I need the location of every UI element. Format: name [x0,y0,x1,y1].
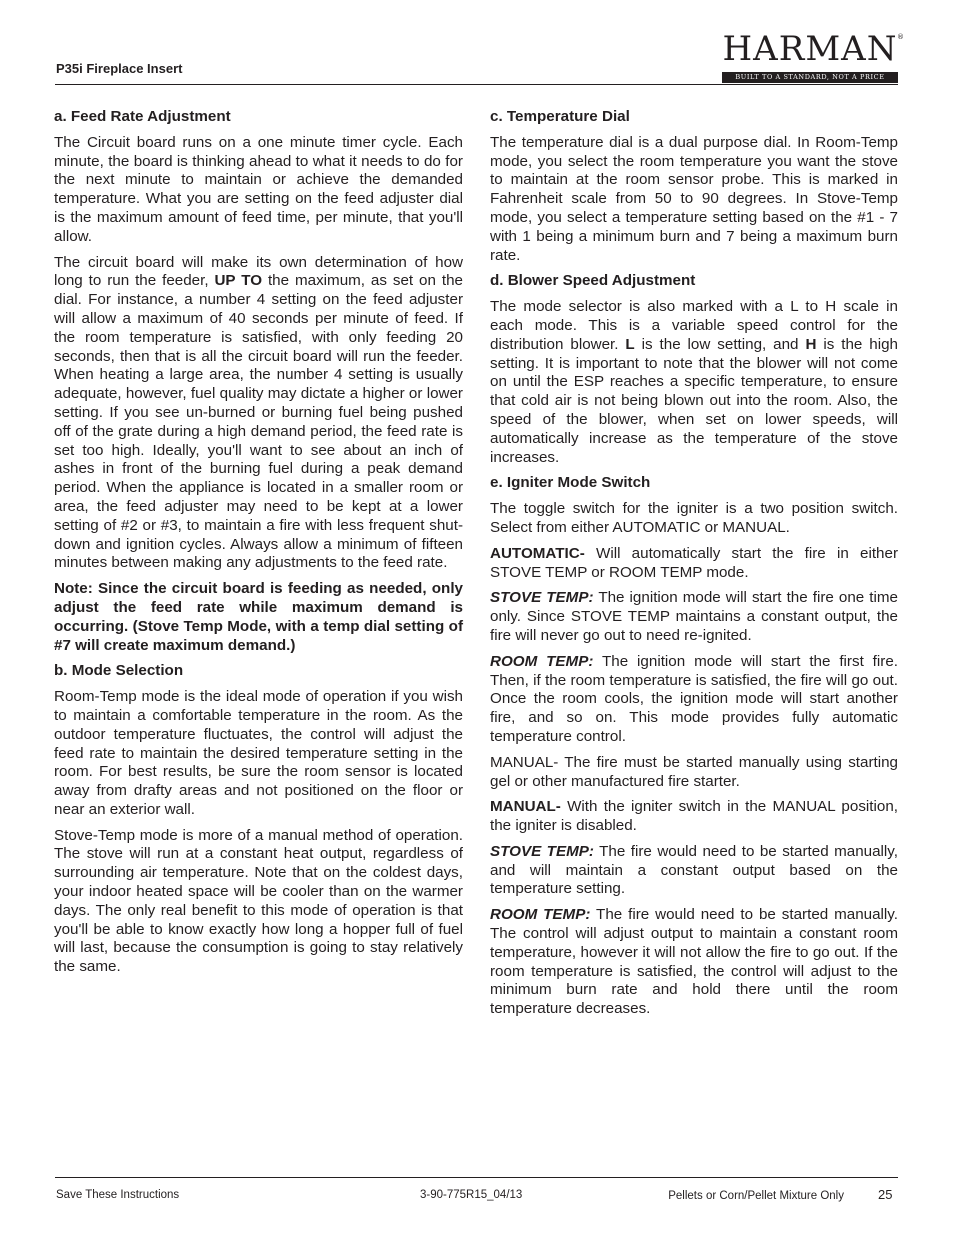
footer-doc-number: 3-90-775R15_04/13 [420,1189,523,1201]
paragraph: The circuit board will make its own determination of how long to run the feeder, UP TO the maximum, as set on the dial. For instance, a number 4 setting on the feed adjuster will allow a maximum of 40 seconds per minute of feed. If the room temperature is satisfied, with only feeding 20 seconds, then that is all the circuit board will run the feeder. When heating a large area, the number 4 setting is usually adequate, however, fuel quality may dictate a higher or lower setting. If you see un-burned or burning fuel being pushed off of the grate during a high demand period, the feed rate is set too high. Ideally, you'll want to see about an inch of ashes in front of the burning fuel during a peak demand period. When the appliance is located in a smaller room or area, the feed adjuster may need to be kept at a lower setting of #2 or #3, to maintain a fire with less frequent shut-down and ignition cycles. Always allow a minimum of fifteen minutes between making any adjustments to the feed rate. [54,253,463,572]
right-column [490,108,898,1026]
page-number: 25 [878,1187,893,1202]
footer-left-text: Save These Instructions [56,1189,180,1201]
paragraph: The mode selector is also marked with a L to H scale in each mode. This is a variable speed control for the distribution blower. L is the low setting, and H is the high setting. It is important to note that the blower will not come on until the ESP reaches a specific temperature, to ensure that cold air is not being blown out into the room. Also, the speed of the blower, when set on lower speeds, will automatically increase as the temperature of the stove increases. [490,298,898,466]
section-heading-igniter-mode: e. Igniter Mode Switch [490,474,651,492]
paragraph: The toggle switch for the igniter is a two position switch. Select from either AUTOMATIC or MANUAL. [490,500,898,536]
footer-divider [55,1177,898,1178]
paragraph: The Circuit board runs on a one minute timer cycle. Each minute, the board is thinking ahead to what it needs to do for the next minute to maintain or achieve the demanded temperature. What you are setting on the feed adjuster dial is the maximum amount of feed time, per minute, that you'll allow. [54,133,463,245]
paragraph: STOVE TEMP: The ignition mode will start the fire one time only. Since STOVE TEMP maintains a constant output, the fire will never go out to need re-ignited. [490,589,898,644]
section-heading-mode-selection: b. Mode Selection [54,662,184,680]
header-divider [55,84,898,85]
section-heading-feed-rate: a. Feed Rate Adjustment [54,108,231,125]
paragraph: Stove-Temp mode is more of a manual method of operation. The stove will run at a constant heat output, regardless of surrounding air temperature. Note that on the coldest days, your indoor heated space will be cooler than on the warmer days. The only real benefit to this mode of operation is that you'll be able to know exactly how long a hopper full of fuel will last, because the consumption is going to stay relatively the same. [54,826,463,976]
paragraph: AUTOMATIC- Will automatically start the fire in either STOVE TEMP or ROOM TEMP mode. [490,544,898,581]
paragraph: ROOM TEMP: The ignition mode will start the first fire. Then, if the room temperature is satisfied, the fire will go out. Once the room cools, the ignition mode will start another fire, and so on. This mode provides fully automatic temperature control. [490,652,899,745]
registered-mark: ® [897,33,904,41]
section-heading-blower-speed: d. Blower Speed Adjustment [490,272,696,290]
emphasis: UP TO [214,272,263,290]
document-title: P35i Fireplace Insert [56,61,183,76]
left-column [54,108,463,984]
paragraph: The temperature dial is a dual purpose dial. In Room-Temp mode, you select the room temperature you want the stove to maintain at the room sensor probe. This is marked in Fahrenheit scale from 50 to 90 degrees. In Stove-Temp mode, you select a temperature setting based on the #1 - 7 with 1 being a minimum burn and 7 being a maximum burn rate. [490,133,898,264]
paragraph: MANUAL- With the igniter switch in the MANUAL position, the igniter is disabled. [490,798,898,835]
paragraph: Room-Temp mode is the ideal mode of operation if you wish to maintain a comfortable temperature in the room. As the outdoor temperature fluctuates, the control will adjust the feed rate to maintain the desired temperature setting in the room. For best results, be sure the room sensor is located away from drafty areas and not positioned on the floor or near an exterior wall. [54,688,463,818]
logo-wordmark: HARMAN [722,29,898,69]
section-heading-temperature-dial: c. Temperature Dial [490,108,630,125]
logo-tagline: BUILT TO A STANDARD, NOT A PRICE [722,72,898,83]
harman-logo [722,28,904,84]
footer-right-text: Pellets or Corn/Pellet Mixture Only [668,1190,844,1202]
note-paragraph: Note: Since the circuit board is feeding as needed, only adjust the feed rate while maximum demand is occurring. (Stove Temp Mode, with a temp dial setting of #7 will create maximum demand.) [54,580,463,654]
paragraph: MANUAL- The fire must be started manually using starting gel or other manufactured fire starter. [490,753,898,790]
paragraph: STOVE TEMP: The fire would need to be started manually, and will maintain a constant output based on the temperature setting. [490,842,898,898]
paragraph: ROOM TEMP: The fire would need to be started manually. The control will adjust output to maintain a constant room temperature, however it will not allow the fire to go out. If the room temperature is satisfied, the control will adjust to the minimum burn rate and hold there until the room temperature decreases. [490,906,898,1018]
